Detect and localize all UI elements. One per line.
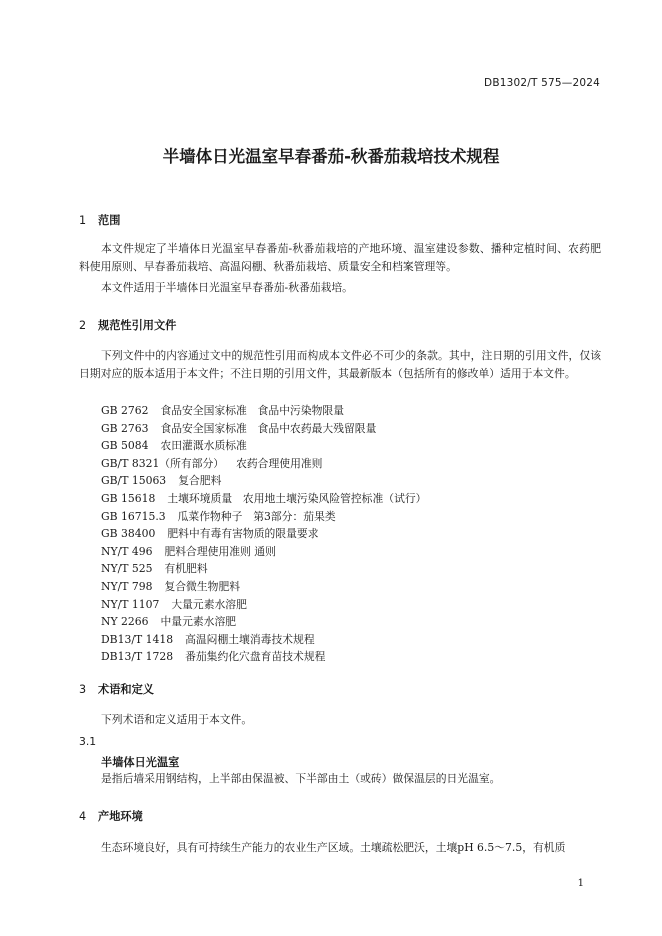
list-item xyxy=(101,560,426,578)
ref-name: 食品安全国家标准 食品中农药最大残留限量 xyxy=(160,421,377,435)
paragraph: 本文件规定了半墙体日光温室早春番茄-秋番茄栽培的产地环境、温室建设参数、播种定植时间、农药肥料使用原则、早春番茄栽培、高温闷棚、秋番茄栽培、质量安全和档案管理等。 xyxy=(79,242,601,273)
ref-name: 肥料中有毒有害物质的限量要求 xyxy=(167,527,319,541)
ref-name: 农田灌溉水质标准 xyxy=(160,439,247,453)
ref-name: 瓜菜作物种子 第3部分：茄果类 xyxy=(177,509,336,523)
ref-code: DB13/T 1728 xyxy=(101,650,174,664)
ref-code: NY 2266 xyxy=(101,615,149,629)
ref-code: NY/T 798 xyxy=(101,579,153,593)
ref-code: GB/T 8321（所有部分） xyxy=(101,456,225,470)
term-name: 半墙体日光温室 xyxy=(101,756,180,769)
ref-code: GB 16715.3 xyxy=(101,509,166,523)
ref-name: 番茄集约化穴盘育苗技术规程 xyxy=(185,650,326,664)
ref-name: 复合肥料 xyxy=(178,474,222,488)
ref-name: 复合微生物肥料 xyxy=(164,579,241,593)
ref-code: GB 38400 xyxy=(101,527,156,541)
list-item xyxy=(101,648,426,666)
ref-name: 中量元素水溶肥 xyxy=(160,615,237,629)
section-title: 产地环境 xyxy=(98,810,143,823)
list-item xyxy=(101,437,426,455)
section-number: 2 xyxy=(79,319,87,332)
list-item xyxy=(101,525,426,543)
term-number: 3.1 xyxy=(79,735,97,748)
ref-name: 高温闷棚土壤消毒技术规程 xyxy=(185,632,315,646)
section-title: 术语和定义 xyxy=(98,683,154,696)
ref-code: GB 2763 xyxy=(101,421,149,435)
list-item xyxy=(101,596,426,614)
section-number: 3 xyxy=(79,683,87,696)
paragraph: 下列术语和定义适用于本文件。 xyxy=(101,713,253,726)
section-heading xyxy=(79,681,154,697)
ref-code: NY/T 525 xyxy=(101,562,153,576)
list-item xyxy=(101,402,426,420)
section-heading xyxy=(79,808,143,824)
list-item xyxy=(101,631,426,649)
reference-list xyxy=(101,402,426,666)
ref-name: 土壤环境质量 农用地土壤污染风险管控标准（试行） xyxy=(167,491,427,505)
list-item xyxy=(101,543,426,561)
list-item xyxy=(101,613,426,631)
ref-code: NY/T 496 xyxy=(101,544,153,558)
ref-code: NY/T 1107 xyxy=(101,597,160,611)
section-title: 规范性引用文件 xyxy=(98,319,177,332)
list-item xyxy=(101,472,426,490)
paragraph: 本文件适用于半墙体日光温室早春番茄-秋番茄栽培。 xyxy=(101,281,353,294)
ref-name: 大量元素水溶肥 xyxy=(171,597,247,611)
list-item xyxy=(101,455,426,473)
ref-code: GB/T 15063 xyxy=(101,474,167,488)
paragraph: 生态环境良好，具有可持续生产能力的农业生产区域。土壤疏松肥沃，土壤pH 6.5～7.5，有机质 xyxy=(101,841,566,854)
section-heading xyxy=(79,212,120,228)
ref-name: 食品安全国家标准 食品中污染物限量 xyxy=(160,404,345,417)
list-item xyxy=(101,420,426,438)
paragraph: 下列文件中的内容通过文中的规范性引用而构成本文件必不可少的条款。其中，注日期的引用文件，仅该日期对应的版本适用于本文件；不注日期的引用文件，其最新版本（包括所有的修改单）适用于本文件。 xyxy=(79,349,601,380)
section-number: 1 xyxy=(79,214,87,227)
ref-code: GB 15618 xyxy=(101,491,156,505)
section-number: 4 xyxy=(79,810,87,823)
ref-name: 农药合理使用准则 xyxy=(236,456,323,470)
section-title: 范围 xyxy=(98,214,121,227)
ref-name: 有机肥料 xyxy=(164,562,208,576)
ref-code: GB 5084 xyxy=(101,439,149,453)
document-title: 半墙体日光温室早春番茄-秋番茄栽培技术规程 xyxy=(162,147,500,166)
section-heading xyxy=(79,317,176,333)
list-item xyxy=(101,578,426,596)
ref-name: 肥料合理使用准则 通则 xyxy=(164,544,276,558)
list-item xyxy=(101,490,426,508)
document-code: DB1302/T 575—2024 xyxy=(484,77,600,89)
ref-code: GB 2762 xyxy=(101,404,149,417)
term-definition: 是指后墙采用钢结构，上半部由保温被、下半部由土（或砖）做保温层的日光温室。 xyxy=(101,772,501,785)
ref-code: DB13/T 1418 xyxy=(101,632,174,646)
page-number: 1 xyxy=(577,878,584,889)
list-item xyxy=(101,508,426,526)
